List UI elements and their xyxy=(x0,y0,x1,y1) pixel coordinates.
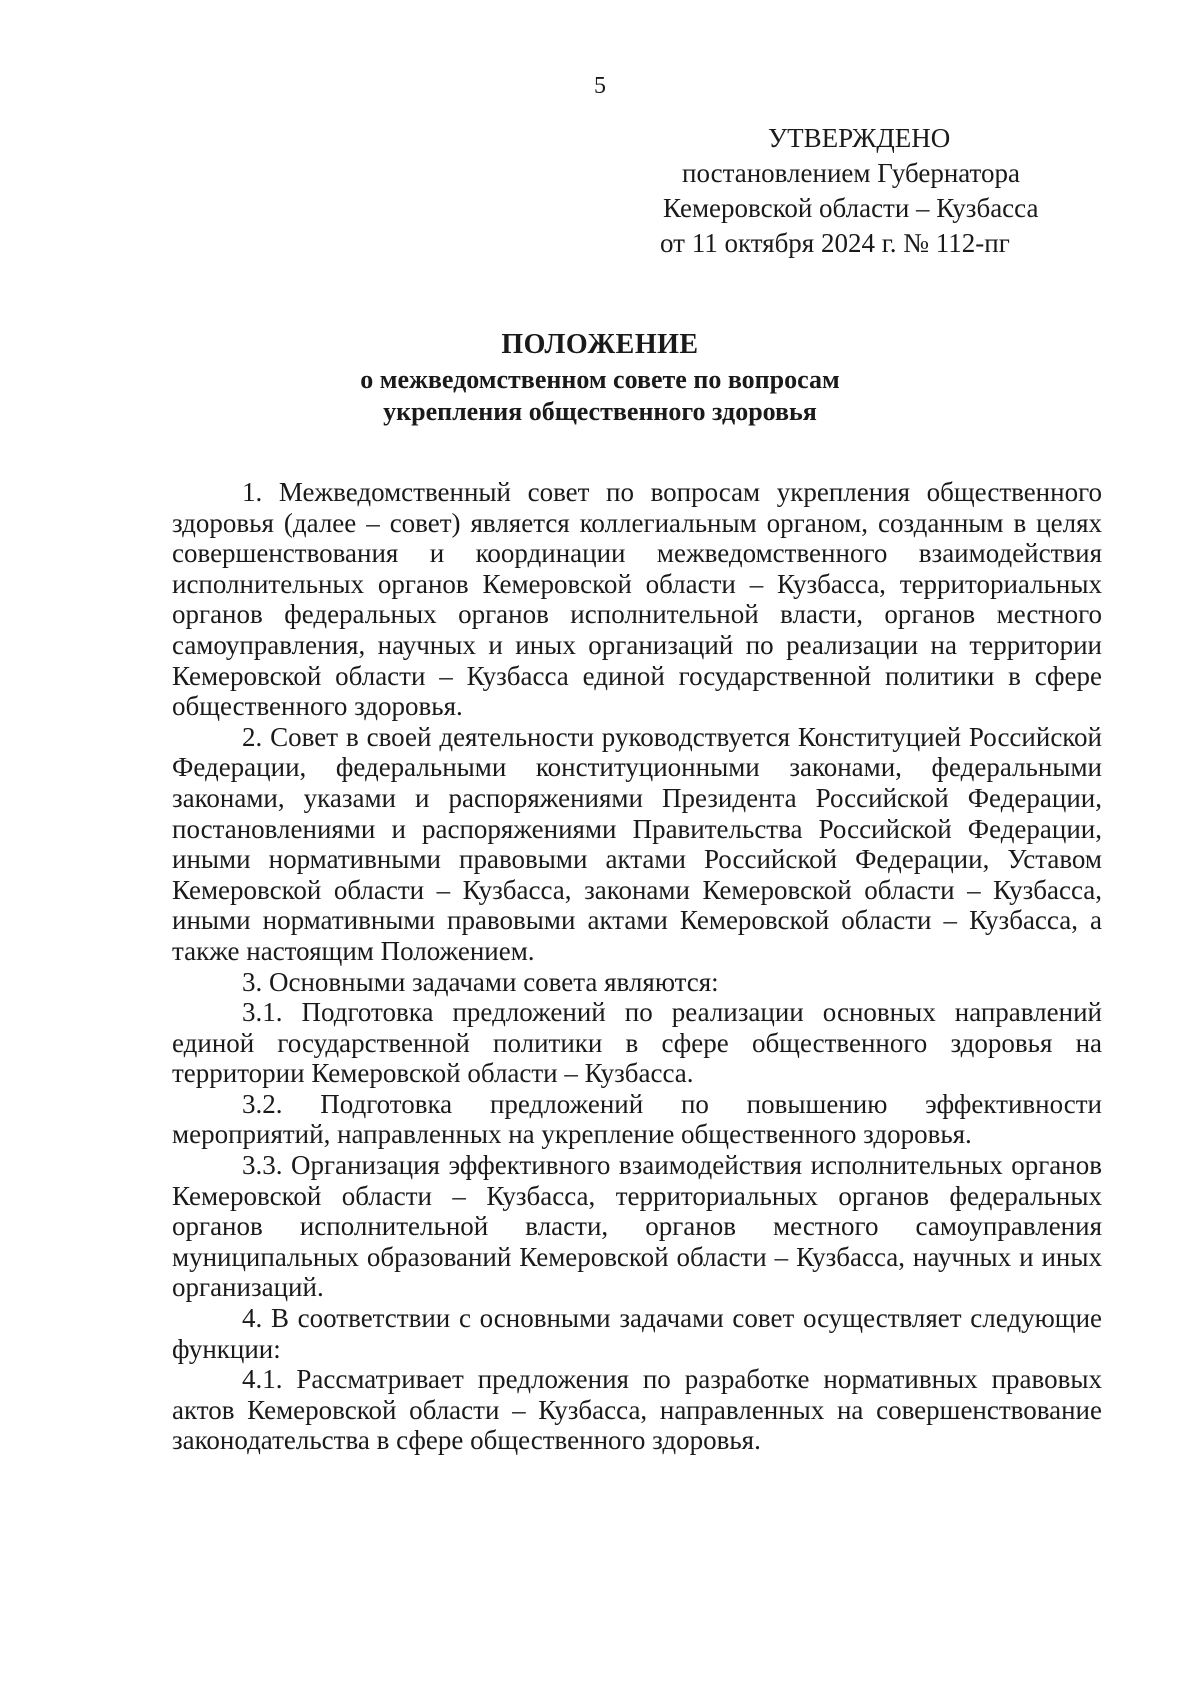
paragraph-3: 3. Основными задачами совета являются: xyxy=(242,966,719,997)
paragraph-3-2: 3.2. Подготовка предложений по повышению эффективности мероприятий, направленных на укрепление общественного здоровья. xyxy=(172,1088,1102,1150)
approval-decree: постановлением Губернатора xyxy=(682,158,1020,188)
paragraph-1: 1. Межведомственный совет по вопросам укрепления общественного здоровья (далее – совет) является коллегиальным органом, созданным в целях совершенствования и координации межведомственного взаимодействия исполнительных органов Кемеровской области – Кузбасса, территориальных органов федеральных органов исполнительной власти, органов местного самоуправления, научных и иных организаций по реализации на территории Кемеровской области – Кузбасса единой государственной политики в сфере общественного здоровья. xyxy=(172,477,1102,722)
paragraph-4: 4. В соответствии с основными задачами совет осуществляет следующие функции: xyxy=(172,1303,1102,1364)
title-main: ПОЛОЖЕНИЕ xyxy=(501,329,699,360)
paragraph-2: 2. Совет в своей деятельности руководствуется Конституцией Российской Федерации, федеральными конституционными законами, федеральными законами, указами и распоряжениями Президента Российской Федерации, постановлениями и распоряжениями Правительства Российской Федерации, иными нормативными правовыми актами Российской Федерации, Уставом Кемеровской области – Кузбасса, законами Кемеровской области – Кузбасса, иными нормативными правовыми актами Кемеровской области – Кузбасса, а также настоящим Положением. xyxy=(172,721,1102,966)
paragraph-3-1: 3.1. Подготовка предложений по реализации основных направлений единой государственной политики в сфере общественного здоровья на территории Кемеровской области – Кузбасса. xyxy=(172,997,1102,1089)
approval-stamp xyxy=(660,121,1080,261)
paragraph-3-3: 3.3. Организация эффективного взаимодействия исполнительных органов Кемеровской области – Кузбасса, территориальных органов федеральных органов исполнительной власти, органов местного самоуправления муниципальных образований Кемеровской области – Кузбасса, научных и иных организаций. xyxy=(172,1150,1102,1303)
document-title xyxy=(150,326,1050,428)
page-number: 5 xyxy=(594,73,606,99)
approval-date-number: от 11 октября 2024 г. № 112-пг xyxy=(660,228,1010,258)
title-subtitle-line-2: укрепления общественного здоровья xyxy=(383,397,817,426)
title-subtitle-line-1: о межведомственном совете по вопросам xyxy=(360,365,840,394)
paragraph-4-1: 4.1. Рассматривает предложения по разработке нормативных правовых актов Кемеровской области – Кузбасса, направленных на совершенствование законодательства в сфере общественного здоровья. xyxy=(172,1364,1102,1456)
approval-title: УТВЕРЖДЕНО xyxy=(768,123,951,153)
document-body xyxy=(172,477,1102,1456)
approval-region: Кемеровской области – Кузбасса xyxy=(663,193,1039,223)
